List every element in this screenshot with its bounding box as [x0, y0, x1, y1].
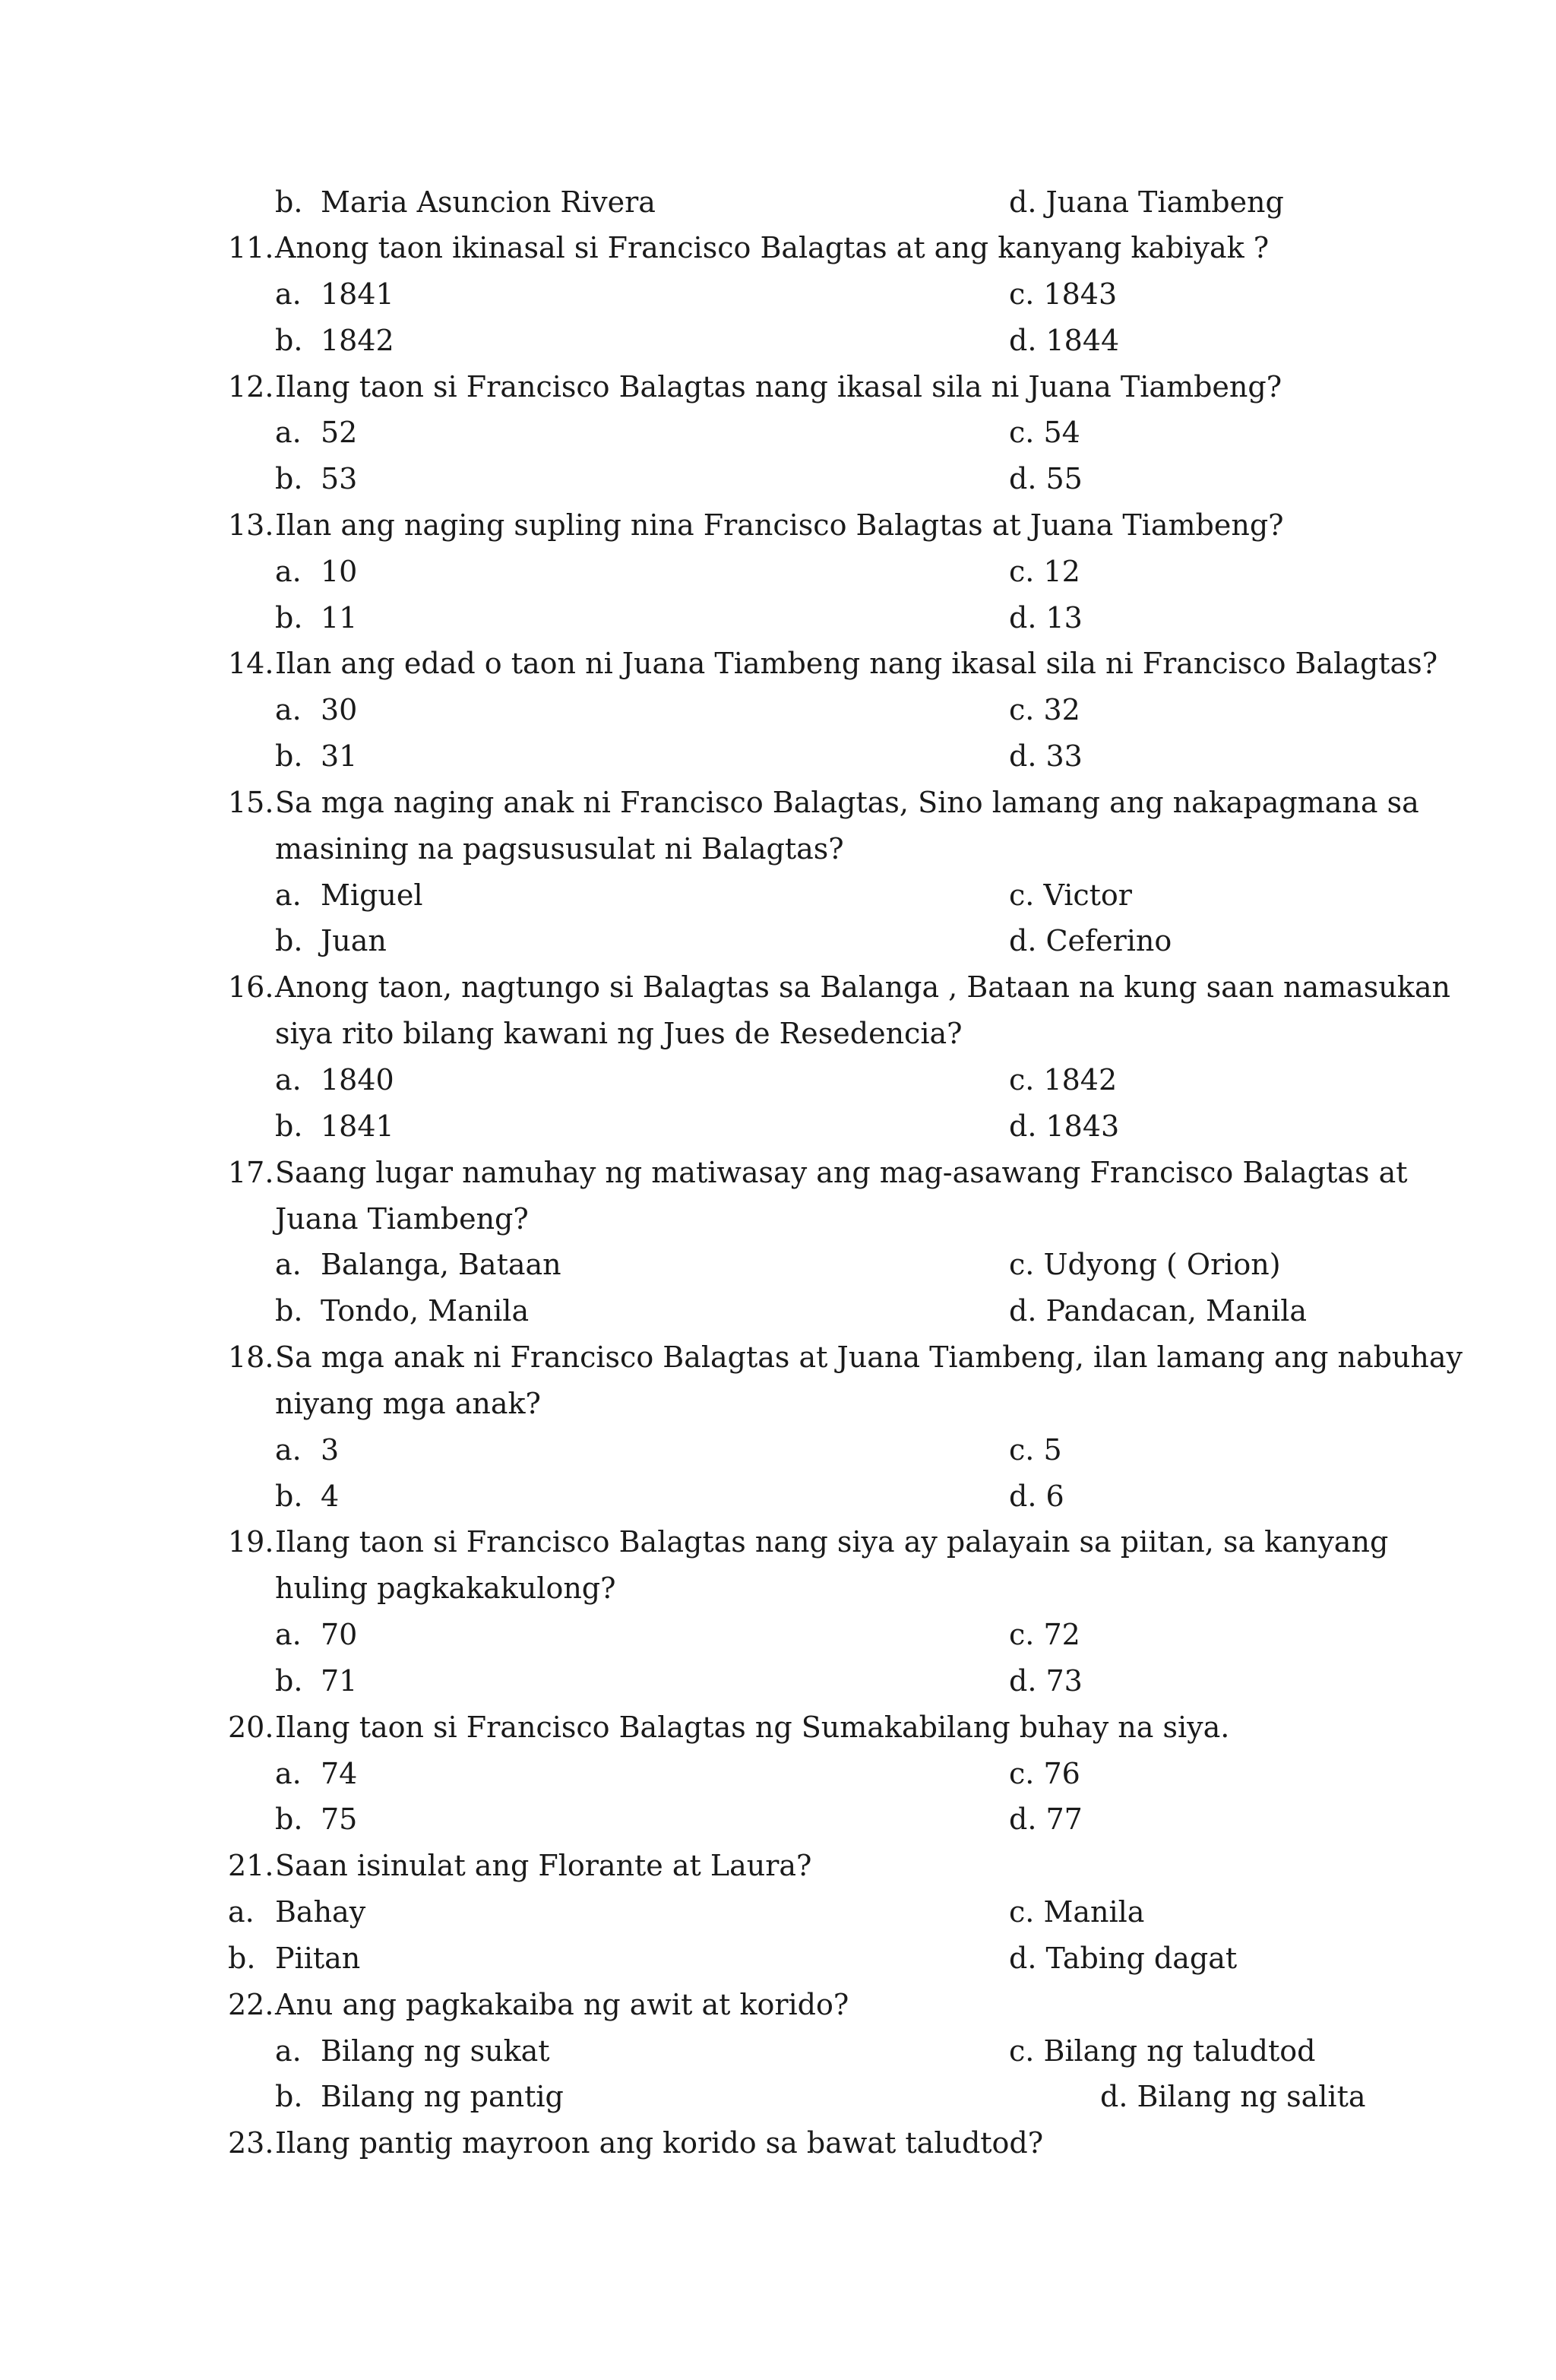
option-text: c. Udyong ( Orion)	[1009, 1248, 1281, 1281]
question-number: 17.	[228, 1156, 274, 1189]
option-label: b.	[275, 2080, 303, 2113]
option-text: c. 76	[1009, 1757, 1080, 1790]
option-text: 11	[321, 601, 358, 635]
option-text: Miguel	[321, 878, 423, 912]
option-label: a.	[228, 1895, 255, 1929]
option-text: d. Juana Tiambeng	[1009, 185, 1284, 219]
option-text: d. 77	[1009, 1802, 1083, 1836]
option-text: Piitan	[275, 1942, 361, 1975]
option-text: 52	[321, 416, 358, 449]
question-text: Ilan ang edad o taon ni Juana Tiambeng nang ikasal sila ni Francisco Balagtas?	[275, 647, 1438, 680]
option-text: d. 33	[1009, 739, 1083, 773]
option-text: Juan	[321, 924, 387, 957]
option-text: d. 1843	[1009, 1109, 1120, 1143]
question-number: 20.	[228, 1711, 274, 1744]
option-text: c. 1843	[1009, 277, 1118, 311]
question-text-continued: Juana Tiambeng?	[275, 1202, 529, 1236]
option-text: 1841	[321, 1109, 394, 1143]
option-label: a.	[275, 416, 302, 449]
question-text: Saang lugar namuhay ng matiwasay ang mag-asawang Francisco Balagtas at	[275, 1156, 1408, 1189]
option-text: 10	[321, 555, 358, 588]
option-label: a.	[275, 277, 302, 311]
option-label: b.	[275, 462, 303, 495]
option-label: b.	[275, 1109, 303, 1143]
option-label: a.	[275, 878, 302, 912]
option-label: a.	[275, 2034, 302, 2068]
option-label: a.	[275, 1757, 302, 1790]
option-text: 1842	[321, 324, 394, 357]
option-text: c. Bilang ng taludtod	[1009, 2034, 1316, 2068]
question-number: 16.	[228, 970, 274, 1004]
option-label: b.	[228, 1942, 256, 1975]
question-text: Sa mga naging anak ni Francisco Balagtas, Sino lamang ang nakapagmana sa	[275, 786, 1419, 819]
option-label: b.	[275, 924, 303, 957]
option-text: c. 32	[1009, 693, 1080, 726]
option-text: 71	[321, 1664, 358, 1698]
option-text: 4	[321, 1480, 340, 1513]
option-text: d. 6	[1009, 1480, 1064, 1513]
question-number: 15.	[228, 786, 274, 819]
option-text: d. Ceferino	[1009, 924, 1172, 957]
option-text: c. 5	[1009, 1433, 1062, 1467]
option-label: b.	[275, 739, 303, 773]
question-number: 22.	[228, 1988, 274, 2021]
question-number: 18.	[228, 1340, 274, 1374]
question-text: Ilang taon si Francisco Balagtas ng Sumakabilang buhay na siya.	[275, 1711, 1230, 1744]
question-number: 11.	[228, 231, 274, 264]
option-text: 75	[321, 1802, 358, 1836]
option-label: b.	[275, 324, 303, 357]
option-text: 74	[321, 1757, 358, 1790]
question-text: Ilan ang naging supling nina Francisco Balagtas at Juana Tiambeng?	[275, 508, 1284, 542]
option-text: d. Pandacan, Manila	[1009, 1294, 1308, 1328]
question-text: Ilang taon si Francisco Balagtas nang siya ay palayain sa piitan, sa kanyang	[275, 1525, 1389, 1559]
question-text: Saan isinulat ang Florante at Laura?	[275, 1849, 812, 1882]
option-label: b.	[275, 601, 303, 635]
option-text: d. 1844	[1009, 324, 1120, 357]
question-text: Ilang taon si Francisco Balagtas nang ikasal sila ni Juana Tiambeng?	[275, 370, 1282, 404]
option-label: a.	[275, 1063, 302, 1097]
option-text: c. Victor	[1009, 878, 1132, 912]
question-text: Ilang pantig mayroon ang korido sa bawat taludtod?	[275, 2126, 1044, 2160]
question-number: 12.	[228, 370, 274, 404]
option-text: c. 72	[1009, 1618, 1080, 1651]
option-label: b.	[275, 1664, 303, 1698]
question-text-continued: huling pagkakakulong?	[275, 1571, 616, 1605]
option-text: 1840	[321, 1063, 394, 1097]
question-text-continued: masining na pagsususulat ni Balagtas?	[275, 832, 844, 866]
question-number: 23.	[228, 2126, 274, 2160]
option-text: 70	[321, 1618, 358, 1651]
question-text-continued: niyang mga anak?	[275, 1387, 541, 1420]
question-text: Anong taon, nagtungo si Balagtas sa Balanga , Bataan na kung saan namasukan	[275, 970, 1450, 1004]
option-label: a.	[275, 555, 302, 588]
option-text: 53	[321, 462, 358, 495]
option-text: c. 1842	[1009, 1063, 1118, 1097]
option-text: Maria Asuncion Rivera	[321, 185, 656, 219]
question-number: 21.	[228, 1849, 274, 1882]
question-number: 13.	[228, 508, 274, 542]
option-text: Bahay	[275, 1895, 366, 1929]
question-number: 14.	[228, 647, 274, 680]
option-label: a.	[275, 1618, 302, 1651]
question-text: Anu ang pagkakaiba ng awit at korido?	[275, 1988, 849, 2021]
option-text: 3	[321, 1433, 340, 1467]
question-text-continued: siya rito bilang kawani ng Jues de Resedencia?	[275, 1017, 963, 1050]
option-text: d. 13	[1009, 601, 1083, 635]
option-label: b.	[275, 1802, 303, 1836]
question-text: Anong taon ikinasal si Francisco Balagtas at ang kanyang kabiyak ?	[275, 231, 1270, 264]
option-text: Balanga, Bataan	[321, 1248, 561, 1281]
option-text: c. Manila	[1009, 1895, 1145, 1929]
option-text: d. Bilang ng salita	[1100, 2080, 1366, 2113]
option-text: c. 54	[1009, 416, 1080, 449]
option-text: c. 12	[1009, 555, 1080, 588]
option-label: b.	[275, 1480, 303, 1513]
option-label: b.	[275, 1294, 303, 1328]
option-text: d. Tabing dagat	[1009, 1942, 1238, 1975]
question-number: 19.	[228, 1525, 274, 1559]
option-label: a.	[275, 693, 302, 726]
option-text: Bilang ng sukat	[321, 2034, 550, 2068]
option-text: Bilang ng pantig	[321, 2080, 564, 2113]
option-text: d. 73	[1009, 1664, 1083, 1698]
question-text: Sa mga anak ni Francisco Balagtas at Juana Tiambeng, ilan lamang ang nabuhay	[275, 1340, 1463, 1374]
option-text: 30	[321, 693, 358, 726]
option-text: Tondo, Manila	[321, 1294, 530, 1328]
option-text: 1841	[321, 277, 394, 311]
option-text: d. 55	[1009, 462, 1083, 495]
option-text: 31	[321, 739, 358, 773]
option-label: a.	[275, 1248, 302, 1281]
option-label: b.	[275, 185, 303, 219]
option-label: a.	[275, 1433, 302, 1467]
